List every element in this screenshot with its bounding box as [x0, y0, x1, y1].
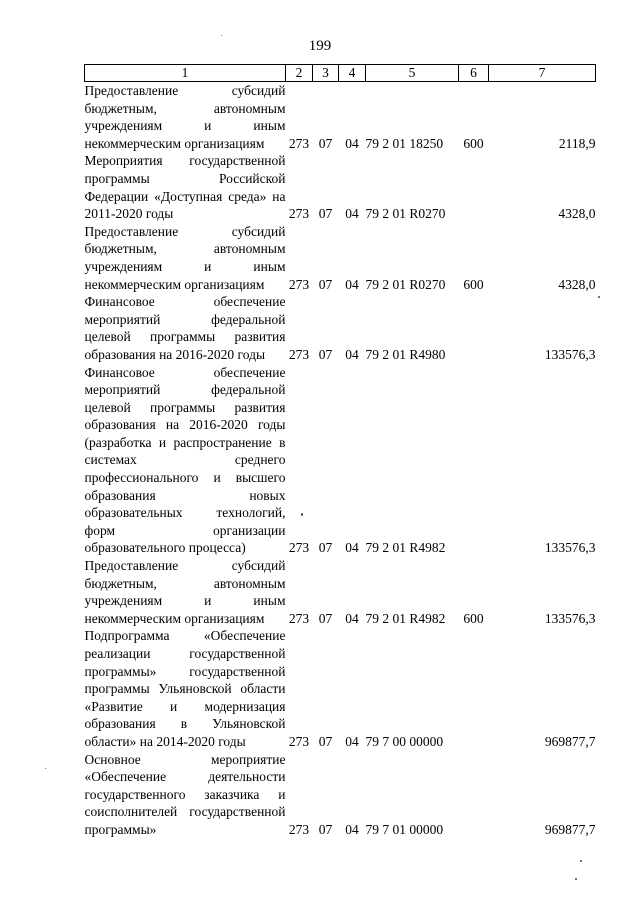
row-amount: 133576,3 — [544, 610, 596, 626]
col-header-1: 1 — [85, 65, 286, 82]
row-admin-code: 273 — [288, 206, 310, 222]
row-name: Предоставление субсидий бюджетным, автономным учреждениям и иным некоммерческим организациям — [84, 558, 286, 626]
table-row — [85, 152, 596, 222]
row-admin-code: 273 — [288, 346, 310, 362]
budget-table — [84, 64, 596, 839]
row-subsection: 04 — [345, 733, 359, 749]
row-target-code: 79 2 01 R4980 — [365, 346, 446, 362]
row-section: 07 — [318, 540, 333, 556]
row-amount: 4328,0 — [558, 206, 596, 222]
row-expense-type: 600 — [463, 610, 484, 626]
row-target-code: 79 7 01 00000 — [365, 821, 444, 837]
col-header-5: 5 — [366, 65, 459, 82]
row-subsection: 04 — [345, 206, 359, 222]
row-name: Финансовое обеспечение мероприятий федеральной целевой программы развития образования на 2016-2020 годы — [84, 294, 286, 362]
row-expense-type: 600 — [463, 135, 484, 151]
row-subsection: 04 — [345, 346, 359, 362]
row-target-code: 79 7 00 00000 — [365, 733, 444, 749]
scan-speck — [575, 878, 577, 880]
row-amount: 969877,7 — [544, 733, 596, 749]
row-name: Мероприятия государственной программы Российской Федерации «Доступная среда» на 2011-2020 годы — [84, 153, 286, 222]
row-target-code: 79 2 01 R4982 — [365, 610, 446, 626]
page-number: 199 — [308, 38, 332, 54]
row-section: 07 — [318, 346, 333, 362]
row-admin-code: 273 — [288, 610, 310, 626]
col-header-7: 7 — [489, 65, 596, 82]
col-header-6: 6 — [459, 65, 489, 82]
row-amount: 2118,9 — [558, 135, 596, 151]
col-header-2: 2 — [286, 65, 313, 82]
scan-speck — [45, 768, 46, 769]
row-name: Подпрограмма «Обеспечение реализации государственной программы» государственной программы Ульяновской области «Развитие и модернизация образования в Ульяновской области» на 2014-2020 годы — [84, 628, 286, 749]
scan-speck — [221, 35, 222, 36]
row-section: 07 — [318, 276, 333, 292]
row-expense-type — [459, 364, 489, 558]
table-row — [85, 751, 596, 839]
row-amount: 133576,3 — [544, 346, 596, 362]
table-row — [85, 82, 596, 153]
row-section: 07 — [318, 206, 333, 222]
row-admin-code: 273 — [288, 276, 310, 292]
row-target-code: 79 2 01 R0270 — [365, 276, 446, 292]
row-target-code: 79 2 01 R0270 — [365, 206, 446, 222]
row-amount: 133576,3 — [544, 540, 596, 556]
table-header-row — [85, 65, 596, 82]
table-row — [85, 557, 596, 627]
row-section: 07 — [318, 821, 333, 837]
row-expense-type: 600 — [463, 276, 484, 292]
row-target-code: 79 2 01 18250 — [365, 135, 444, 151]
row-subsection: 04 — [345, 540, 359, 556]
scan-speck — [580, 860, 582, 862]
row-target-code: 79 2 01 R4982 — [365, 540, 446, 556]
row-name: Основное мероприятие «Обеспечение деятельности государственного заказчика и соисполнителей государственной программы» — [84, 751, 286, 837]
row-section: 07 — [318, 610, 333, 626]
table-row — [85, 364, 596, 558]
row-name: Предоставление субсидий бюджетным, автономным учреждениям и иным некоммерческим организациям — [84, 223, 286, 292]
row-admin-code: 273 — [288, 135, 310, 151]
table-row — [85, 223, 596, 293]
row-admin-code: 273 — [288, 821, 310, 837]
row-expense-type — [459, 152, 489, 222]
row-expense-type — [459, 751, 489, 839]
row-amount: 4328,0 — [558, 276, 596, 292]
row-name: Предоставление субсидий бюджетным, автономным учреждениям и иным некоммерческим организациям — [84, 83, 286, 151]
row-section: 07 — [318, 733, 333, 749]
row-subsection: 04 — [345, 610, 359, 626]
row-subsection: 04 — [345, 821, 359, 837]
table-row — [85, 293, 596, 363]
row-admin-code: 273 — [288, 540, 310, 556]
scan-speck — [301, 513, 303, 516]
row-admin-code: 273 — [288, 733, 310, 749]
row-section: 07 — [318, 135, 333, 151]
col-header-4: 4 — [339, 65, 366, 82]
row-subsection: 04 — [345, 135, 359, 151]
row-name: Финансовое обеспечение мероприятий федеральной целевой программы развития образования на 2016-2020 годы (разработка и распространение в системах среднего профессионального и высшего образования новых образовательных технологий, форм организации образовательного процесса) — [84, 364, 286, 556]
col-header-3: 3 — [313, 65, 339, 82]
row-expense-type — [459, 293, 489, 363]
scan-speck — [598, 296, 600, 298]
row-subsection: 04 — [345, 276, 359, 292]
row-amount: 969877,7 — [544, 821, 596, 837]
table-row — [85, 627, 596, 750]
row-expense-type — [459, 627, 489, 750]
